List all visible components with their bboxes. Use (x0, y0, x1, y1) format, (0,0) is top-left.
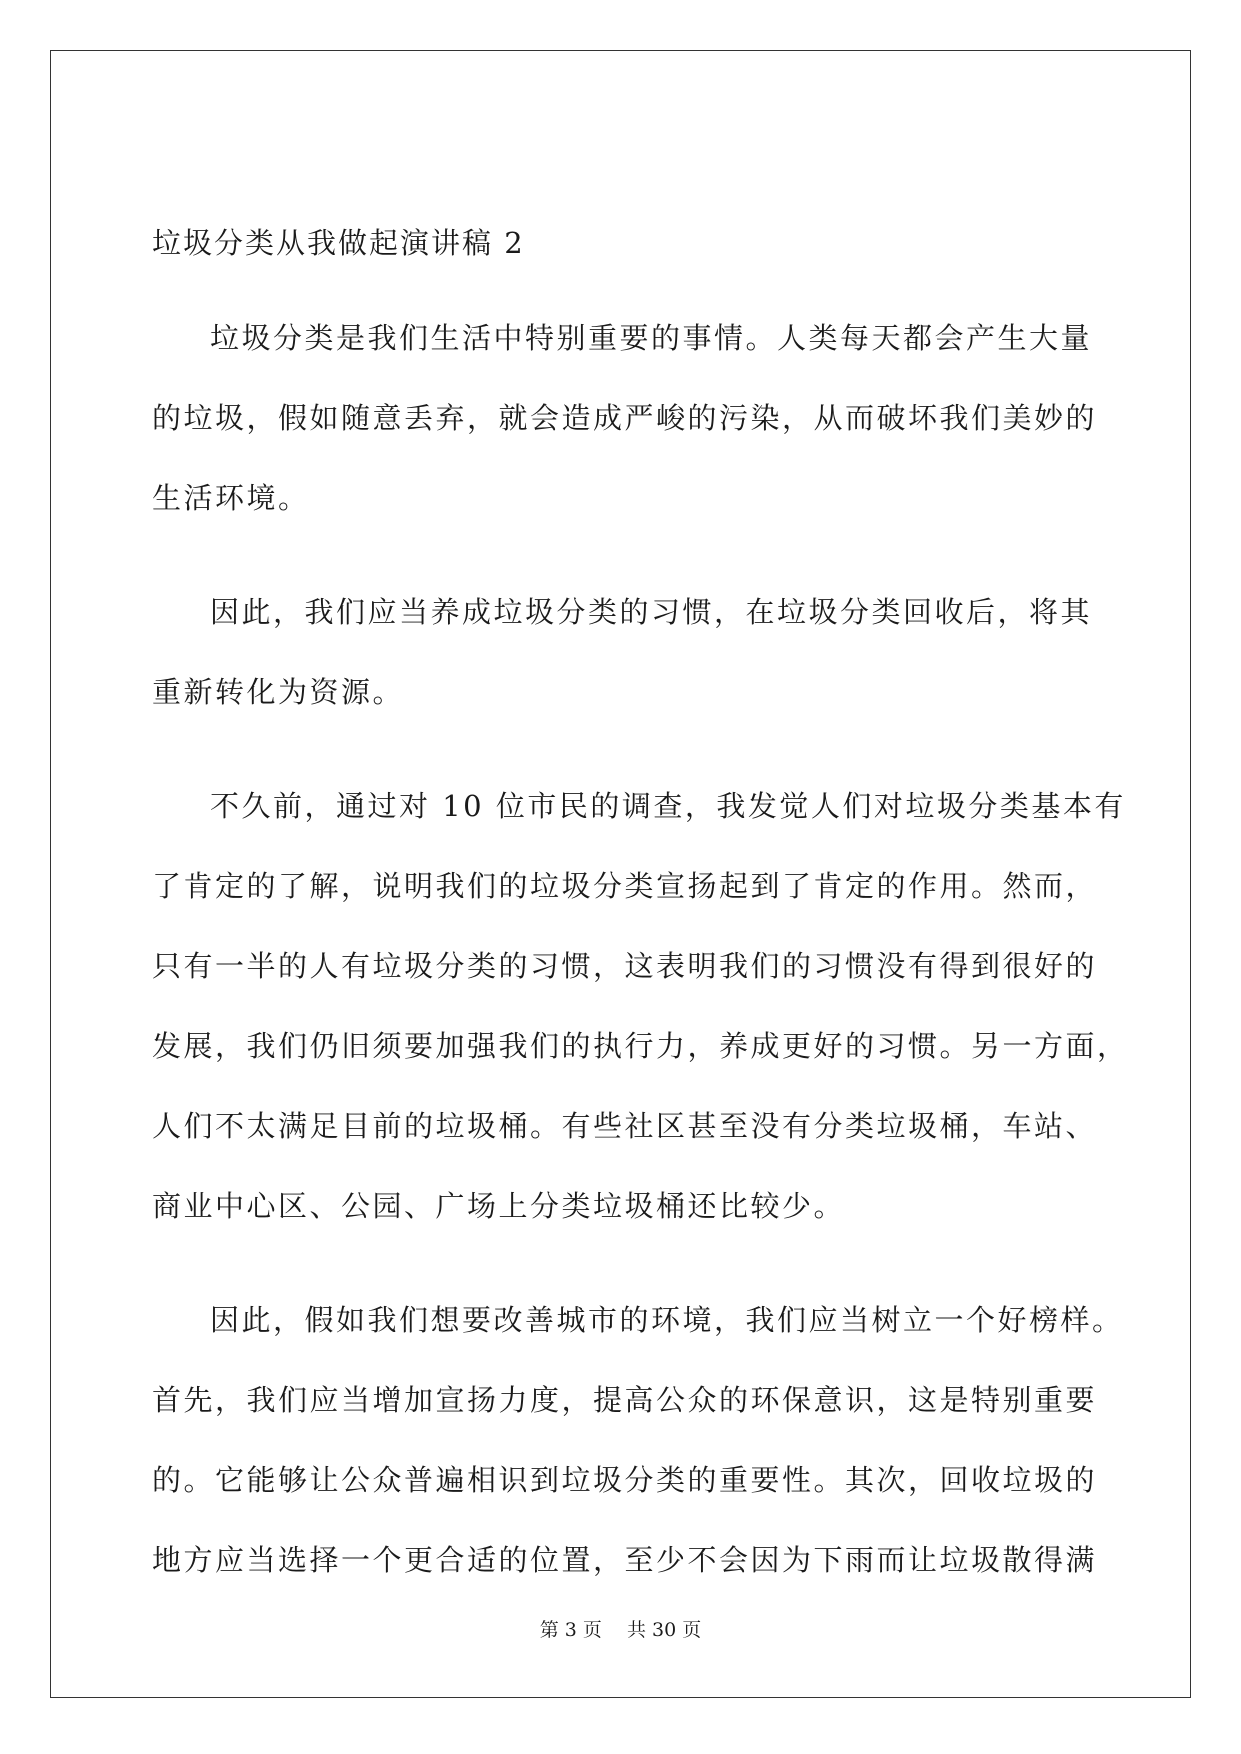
paragraph-line: 不久前，通过对 10 位市民的调查，我发觉人们对垃圾分类基本有 (210, 789, 1126, 823)
paragraph-line: 人们不太满足目前的垃圾桶。有些社区甚至没有分类垃圾桶，车站、 (152, 1109, 1098, 1143)
paragraph (152, 766, 1129, 1246)
document-body (152, 222, 1129, 1600)
paragraph-line: 只有一半的人有垃圾分类的习惯，这表明我们的习惯没有得到很好的 (152, 949, 1098, 983)
paragraph-line: 因此，假如我们想要改善城市的环境，我们应当树立一个好榜样。 (210, 1303, 1124, 1337)
paragraph (152, 298, 1098, 538)
paragraph-line: 生活环境。 (152, 481, 310, 515)
paragraph-line: 发展，我们仍旧须要加强我们的执行力，养成更好的习惯。另一方面， (152, 1029, 1129, 1063)
paragraph-line: 了肯定的了解，说明我们的垃圾分类宣扬起到了肯定的作用。然而， (152, 869, 1098, 903)
paragraph-line: 商业中心区、公园、广场上分类垃圾桶还比较少。 (152, 1189, 846, 1223)
page-number: 第 3 页 共 30 页 (539, 1619, 702, 1641)
paragraph-line: 重新转化为资源。 (152, 675, 405, 709)
document-title: 垃圾分类从我做起演讲稿 2 (152, 226, 525, 260)
paragraph (152, 572, 1092, 732)
paragraph-line: 首先，我们应当增加宣扬力度，提高公众的环保意识，这是特别重要 (152, 1383, 1098, 1417)
paragraph (152, 1280, 1124, 1600)
paragraph-line: 地方应当选择一个更合适的位置，至少不会因为下雨而让垃圾散得满 (152, 1543, 1098, 1577)
paragraph-line: 因此，我们应当养成垃圾分类的习惯，在垃圾分类回收后，将其 (210, 595, 1093, 629)
paragraph-line: 垃圾分类是我们生活中特别重要的事情。人类每天都会产生大量 (210, 321, 1093, 355)
paragraph-line: 的垃圾，假如随意丢弃，就会造成严峻的污染，从而破坏我们美妙的 (152, 401, 1098, 435)
paragraph-line: 的。它能够让公众普遍相识到垃圾分类的重要性。其次，回收垃圾的 (152, 1463, 1098, 1497)
